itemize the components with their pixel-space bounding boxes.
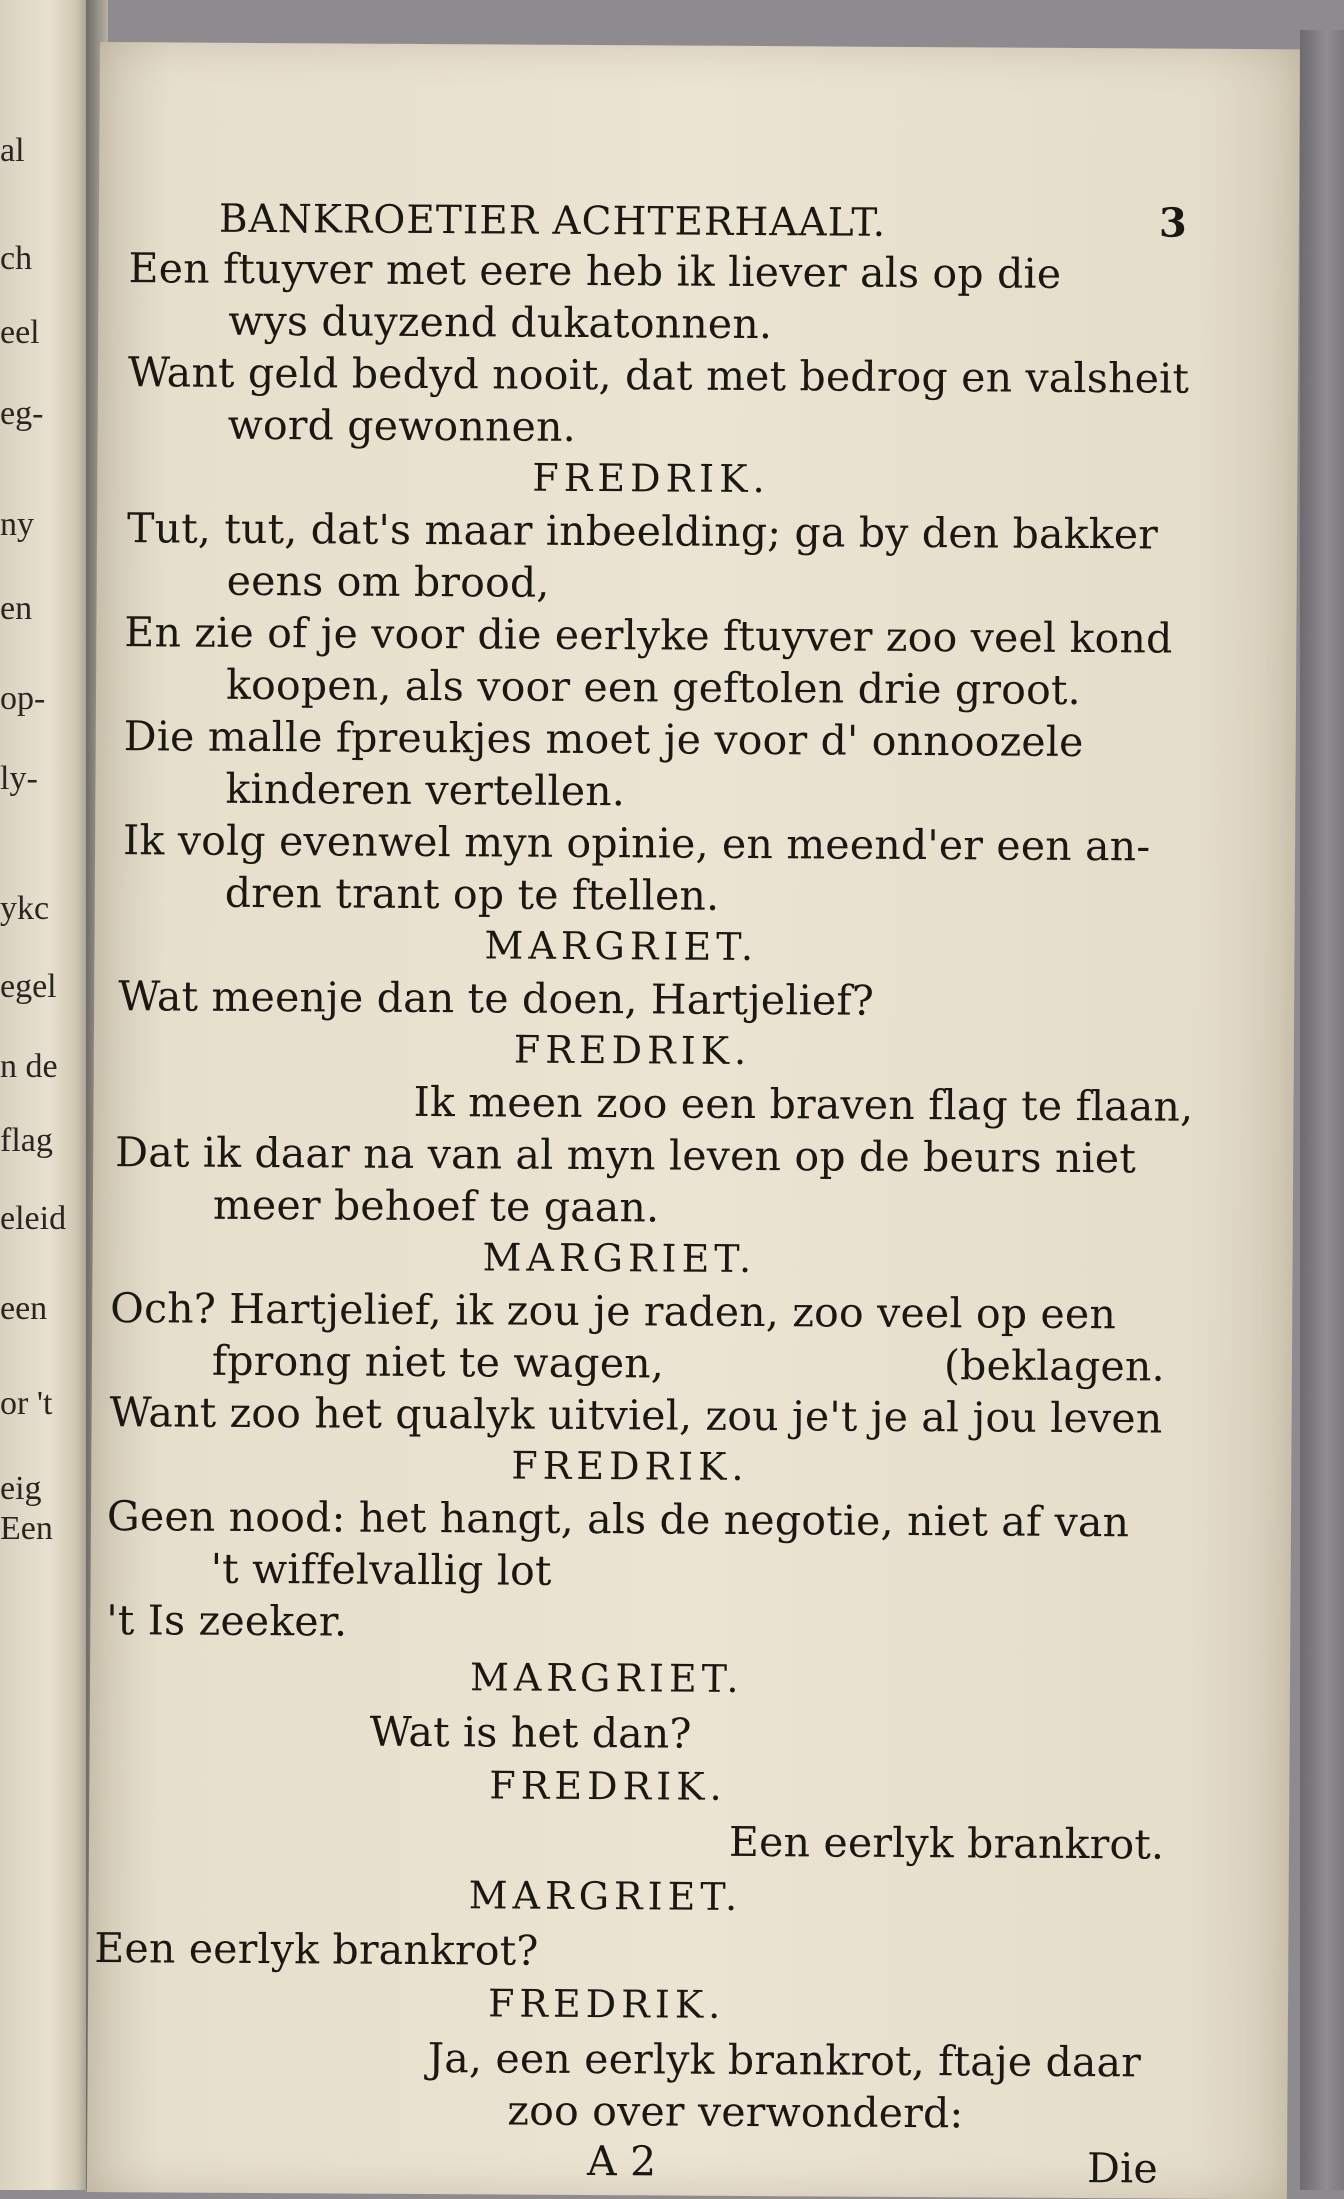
running-title: BANKROETIER ACHTERHAALT.	[218, 196, 887, 246]
prev-page-fragment: ly-	[0, 760, 38, 797]
speaker-name: FREDRIK.	[489, 1763, 727, 1809]
text-line: 't Is zeeker.	[106, 1596, 348, 1646]
page-number: 3	[1158, 199, 1188, 247]
signature-mark: A 2	[586, 2137, 657, 2186]
prev-page-fragment: egel	[0, 968, 57, 1005]
text-line: En zie of je voor die eerlyke ftuyver zoo veel kond	[124, 608, 1173, 663]
prev-page-fragment: eg-	[0, 395, 44, 432]
text-line: fprong niet te wagen,	[211, 1336, 665, 1388]
text-line: Ja, een eerlyk brankrot, ftaje daar	[427, 2034, 1142, 2087]
background-edge	[1300, 30, 1344, 2190]
text-line: Dat ik daar na van al myn leven op de beurs niet	[115, 1128, 1137, 1183]
prev-page-fragment: n de	[0, 1048, 58, 1085]
prev-page-fragment: Een	[0, 1510, 53, 1547]
text-line: Geen nood: het hangt, als de negotie, niet af van	[106, 1492, 1130, 1547]
prev-page-fragment: eig	[0, 1470, 42, 1507]
text-line: koopen, als voor een geftolen drie groot.	[225, 660, 1082, 715]
prev-page-fragment: eel	[0, 314, 40, 351]
text-line: Een eerlyk brankrot.	[728, 1817, 1165, 1869]
text-line: Wat is het dan?	[369, 1707, 692, 1758]
prev-page-fragment: flag	[0, 1122, 53, 1159]
text-line: Die malle fpreukjes moet je voor d' onnoozele	[123, 712, 1084, 767]
text-line: (beklagen.	[943, 1341, 1165, 1391]
speaker-name: MARGRIET.	[468, 1873, 743, 1919]
text-line: 't wiffelvallig lot	[210, 1544, 552, 1595]
speaker-name: FREDRIK.	[487, 1981, 726, 2027]
speaker-name: MARGRIET.	[484, 923, 759, 970]
speaker-name: FREDRIK.	[532, 455, 770, 502]
text-line: Een ftuyver met eere heb ik liever als op die	[128, 244, 1062, 298]
speaker-name: MARGRIET.	[469, 1655, 744, 1701]
text-line: wys duyzend dukatonnen.	[228, 296, 773, 349]
text-line: meer behoef te gaan.	[212, 1180, 660, 1232]
prev-page-fragment: eleid	[0, 1200, 67, 1237]
speaker-name: FREDRIK.	[513, 1027, 752, 1073]
text-line: zoo over verwonderd:	[507, 2086, 964, 2138]
text-line: Want geld bedyd nooit, dat met bedrog en valsheit	[127, 348, 1190, 403]
text-line: kinderen vertellen.	[225, 764, 626, 816]
prev-page-fragment: op-	[0, 680, 46, 717]
prev-page-fragment: en	[0, 590, 33, 627]
prev-page-fragment: ny	[0, 506, 34, 543]
text-line: Ik meen zoo een braven flag te flaan,	[413, 1077, 1194, 1131]
text-line: word gewonnen.	[227, 400, 577, 451]
prev-page-fragment: ch	[0, 240, 33, 277]
text-line: Och? Hartjelief, ik zou je raden, zoo veel op een	[110, 1284, 1117, 1339]
speaker-name: FREDRIK.	[511, 1443, 749, 1489]
text-line: Tut, tut, dat's maar inbeelding; ga by den bakker	[126, 504, 1159, 559]
text-line: Ik volg evenwel myn opinie, en meend'er een an-	[122, 816, 1151, 871]
catchword: Die	[1086, 2144, 1159, 2193]
text-line: eens om brood,	[226, 556, 550, 607]
text-line: Wat meenje dan te doen, Hartjelief?	[118, 972, 875, 1025]
prev-page-fragment: or 't	[0, 1385, 53, 1422]
speaker-name: MARGRIET.	[482, 1235, 757, 1282]
previous-page-edge	[0, 0, 90, 2190]
text-line: Een eerlyk brankrot?	[94, 1924, 539, 1975]
text-line: dren trant op te ftellen.	[224, 868, 720, 920]
prev-page-fragment: ykc	[0, 890, 50, 927]
prev-page-fragment: al	[0, 132, 25, 169]
book-page	[87, 42, 1300, 2199]
text-line: Want zoo het qualyk uitviel, zou je't je al jou leven	[109, 1388, 1163, 1443]
prev-page-fragment: een	[0, 1290, 48, 1327]
